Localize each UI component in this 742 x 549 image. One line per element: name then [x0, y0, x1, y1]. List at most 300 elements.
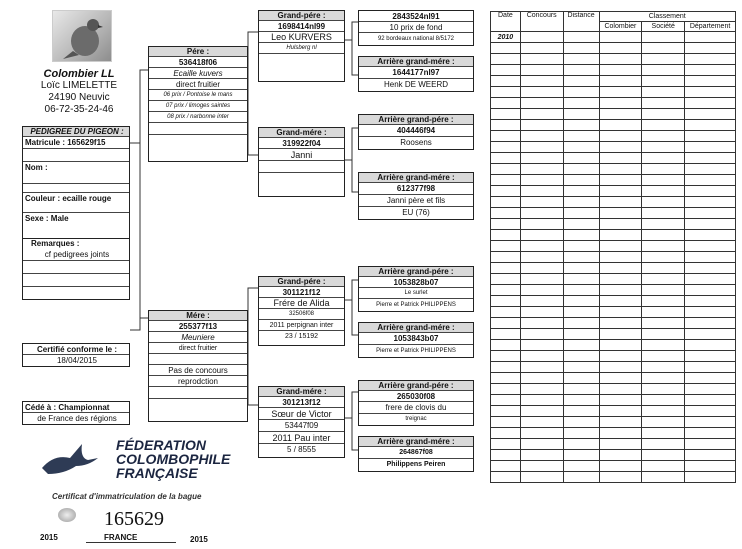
result-cell [685, 153, 736, 164]
result-cell [642, 384, 685, 395]
result-cell [599, 351, 642, 362]
result-row [491, 307, 736, 318]
result-cell [599, 307, 642, 318]
great-grandmother-1-box [358, 56, 474, 92]
grandfather-maternal-line: Frére de Alida [259, 298, 344, 309]
federation-line2: COLOMBOPHILE [116, 451, 231, 467]
grandmother-paternal-box [258, 127, 345, 197]
result-cell [563, 296, 599, 307]
father-line: direct fruitier [149, 79, 247, 90]
result-cell [491, 461, 521, 472]
result-cell [563, 417, 599, 428]
great-grandmother-2-title: Arrière grand-mére : [359, 173, 473, 183]
result-row [491, 373, 736, 384]
great-grandmother-2-ring: 612377f98 [359, 183, 473, 195]
result-cell [642, 153, 685, 164]
result-cell [642, 32, 685, 43]
result-cell [520, 87, 563, 98]
result-cell [685, 439, 736, 450]
pigeon-silhouette-icon [53, 11, 111, 61]
result-cell [642, 351, 685, 362]
result-cell [685, 417, 736, 428]
result-cell [491, 362, 521, 373]
grandmother-paternal-ring: 319922f04 [259, 138, 344, 149]
remarks-value: cf pedigrees joints [23, 249, 129, 261]
result-cell [520, 285, 563, 296]
result-cell [642, 472, 685, 483]
mother-title: Mére : [149, 311, 247, 321]
result-cell [520, 274, 563, 285]
result-row [491, 208, 736, 219]
result-cell [599, 274, 642, 285]
pigeon-sexe: Sexe : Male [25, 214, 69, 223]
result-cell [642, 417, 685, 428]
result-cell [642, 164, 685, 175]
result-row [491, 241, 736, 252]
certificate-country: FRANCE [104, 533, 138, 542]
col-header-societe: Société [642, 22, 685, 32]
great-grandfather-4-title: Arrière grand-pére : [359, 381, 473, 391]
great-grandfather-1-line: 92 bordeaux national 8/5172 [377, 36, 455, 42]
great-grandmother-4-line: Philippens Peiren [386, 461, 446, 468]
father-line: Ecaille kuvers [149, 68, 247, 79]
certificate-year-right: 2015 [190, 535, 208, 544]
great-grandmother-4-ring: 264867f08 [359, 447, 473, 459]
result-cell [685, 43, 736, 54]
result-cell [685, 142, 736, 153]
pigeon-info [22, 126, 130, 242]
result-cell [563, 307, 599, 318]
result-cell [599, 32, 642, 43]
result-cell [563, 384, 599, 395]
result-cell [563, 450, 599, 461]
sold-to-label: Cédé à : Championnat [23, 402, 129, 413]
result-cell [491, 395, 521, 406]
result-cell [599, 472, 642, 483]
result-cell [520, 98, 563, 109]
result-cell [520, 450, 563, 461]
result-cell [685, 307, 736, 318]
result-cell [563, 340, 599, 351]
father-line: 07 prix / limoges saintes [149, 101, 247, 112]
result-cell [563, 406, 599, 417]
result-cell [520, 263, 563, 274]
result-cell [642, 109, 685, 120]
result-cell [491, 274, 521, 285]
result-cell [563, 109, 599, 120]
grandfather-paternal-box [258, 10, 345, 82]
result-cell [599, 142, 642, 153]
result-cell [563, 219, 599, 230]
result-row [491, 406, 736, 417]
result-cell [520, 384, 563, 395]
result-cell [520, 428, 563, 439]
certificate-caption: Certificat d'immatriculation de la bague [52, 492, 202, 501]
result-row [491, 274, 736, 285]
grandfather-maternal-line: 23 / 15192 [284, 333, 319, 340]
result-cell [520, 296, 563, 307]
grandfather-maternal-ring: 301121f12 [259, 287, 344, 298]
result-cell [520, 142, 563, 153]
result-cell [491, 329, 521, 340]
result-row [491, 461, 736, 472]
result-cell [599, 186, 642, 197]
result-cell [685, 461, 736, 472]
pigeon-matricule: Matricule : 165629f15 [23, 137, 129, 149]
result-cell [642, 395, 685, 406]
result-cell [599, 252, 642, 263]
result-cell [563, 362, 599, 373]
result-row [491, 252, 736, 263]
result-cell [642, 208, 685, 219]
result-cell [642, 230, 685, 241]
result-cell [599, 87, 642, 98]
result-row [491, 450, 736, 461]
result-cell [520, 164, 563, 175]
result-cell [685, 120, 736, 131]
certified-box [22, 343, 130, 367]
result-cell [599, 384, 642, 395]
father-ring: 536418f06 [149, 57, 247, 68]
result-cell [520, 362, 563, 373]
result-cell [563, 153, 599, 164]
owner-block [24, 68, 134, 116]
result-cell [520, 153, 563, 164]
mother-line: reprodction [149, 376, 247, 387]
result-cell [563, 186, 599, 197]
result-cell [563, 329, 599, 340]
result-cell [520, 208, 563, 219]
grandmother-maternal-title: Grand-mére : [259, 387, 344, 397]
result-cell [563, 230, 599, 241]
certified-date: 18/04/2015 [56, 356, 98, 365]
result-cell [520, 329, 563, 340]
result-row [491, 351, 736, 362]
result-cell [685, 450, 736, 461]
result-cell [491, 450, 521, 461]
result-row [491, 428, 736, 439]
result-cell [642, 65, 685, 76]
result-cell [491, 76, 521, 87]
owner-phone: 06-72-35-24-46 [44, 104, 114, 115]
result-cell [563, 263, 599, 274]
result-row [491, 340, 736, 351]
pigeon-title: PEDIGREE DU PIGEON : [23, 127, 129, 137]
result-cell [520, 43, 563, 54]
great-grandfather-2-ring: 404446f94 [359, 125, 473, 137]
great-grandfather-4-line: frere de clovis du [359, 402, 473, 414]
ring-stamp [58, 508, 76, 522]
great-grandfather-2-line: Roosens [400, 138, 432, 147]
grandmother-maternal-line: 53447f09 [259, 420, 344, 432]
result-row [491, 43, 736, 54]
result-cell [563, 428, 599, 439]
great-grandfather-3-line: Le surlet [359, 288, 473, 299]
result-cell [491, 406, 521, 417]
result-cell [685, 362, 736, 373]
result-row [491, 76, 736, 87]
result-row [491, 318, 736, 329]
result-row [491, 32, 736, 43]
grandmother-maternal-box [258, 386, 345, 458]
result-cell [685, 65, 736, 76]
result-cell [685, 373, 736, 384]
result-cell [685, 109, 736, 120]
result-cell [520, 417, 563, 428]
result-cell [563, 54, 599, 65]
result-cell [599, 362, 642, 373]
result-cell [520, 351, 563, 362]
result-cell [685, 32, 736, 43]
result-cell [642, 142, 685, 153]
result-cell [491, 307, 521, 318]
great-grandmother-1-line: Henk DE WEERD [383, 80, 448, 89]
result-cell [520, 175, 563, 186]
great-grandmother-4-title: Arrière grand-mére : [359, 437, 473, 447]
result-cell [520, 219, 563, 230]
result-cell [599, 120, 642, 131]
result-cell [520, 340, 563, 351]
result-cell [491, 65, 521, 76]
grandmother-paternal-line: Janni [259, 149, 344, 161]
result-cell [491, 131, 521, 142]
result-cell [491, 428, 521, 439]
result-cell [491, 285, 521, 296]
result-row [491, 296, 736, 307]
grandmother-maternal-line: 5 / 8555 [287, 445, 316, 454]
result-cell [599, 175, 642, 186]
great-grandfather-3-box [358, 266, 474, 312]
pigeon-couleur: Couleur : ecaille rouge [23, 193, 129, 213]
result-cell [491, 296, 521, 307]
result-row [491, 164, 736, 175]
result-cell [563, 241, 599, 252]
result-row [491, 362, 736, 373]
result-cell [491, 384, 521, 395]
result-cell [599, 285, 642, 296]
result-cell [685, 263, 736, 274]
result-cell [599, 153, 642, 164]
result-cell [563, 351, 599, 362]
result-cell [685, 296, 736, 307]
result-cell [642, 120, 685, 131]
col-header-colombier: Colombier [599, 22, 642, 32]
mother-line [149, 354, 247, 365]
result-cell [685, 197, 736, 208]
result-cell [642, 87, 685, 98]
result-row [491, 98, 736, 109]
result-cell [563, 175, 599, 186]
great-grandfather-4-line: treignac [405, 416, 427, 422]
result-cell [599, 219, 642, 230]
result-row [491, 219, 736, 230]
result-row [491, 417, 736, 428]
mother-box [148, 310, 248, 422]
result-cell [599, 417, 642, 428]
result-cell [491, 219, 521, 230]
great-grandmother-1-ring: 1644177nl97 [359, 67, 473, 79]
result-cell [599, 296, 642, 307]
result-row [491, 329, 736, 340]
grandfather-paternal-title: Grand-pére : [259, 11, 344, 21]
result-cell [491, 252, 521, 263]
col-header-distance: Distance [563, 12, 599, 32]
result-cell [599, 395, 642, 406]
great-grandmother-3-line: Pierre et Patrick PHILIPPENS [376, 348, 456, 354]
result-cell [599, 439, 642, 450]
result-cell [642, 197, 685, 208]
result-cell [520, 54, 563, 65]
father-title: Pére : [149, 47, 247, 57]
result-cell [685, 76, 736, 87]
result-cell [599, 241, 642, 252]
result-cell [563, 131, 599, 142]
result-cell [685, 285, 736, 296]
great-grandfather-4-ring: 265030f08 [359, 391, 473, 402]
result-cell [599, 329, 642, 340]
result-cell [520, 318, 563, 329]
result-cell [520, 76, 563, 87]
result-cell [491, 340, 521, 351]
great-grandmother-2-box [358, 172, 474, 220]
result-cell [563, 197, 599, 208]
result-cell [642, 362, 685, 373]
result-cell [599, 461, 642, 472]
result-cell [642, 296, 685, 307]
result-cell [520, 65, 563, 76]
pigeon-photo [52, 10, 112, 62]
result-cell [563, 32, 599, 43]
result-cell [642, 175, 685, 186]
result-cell [642, 428, 685, 439]
result-cell [563, 285, 599, 296]
result-cell [599, 340, 642, 351]
father-line: 08 prix / narbonne inter [149, 112, 247, 123]
result-cell [563, 43, 599, 54]
result-cell [685, 274, 736, 285]
result-cell [685, 175, 736, 186]
result-row [491, 54, 736, 65]
remarks-label: Remarques : [31, 239, 80, 248]
result-cell [491, 208, 521, 219]
result-cell [563, 439, 599, 450]
result-cell [642, 219, 685, 230]
grandfather-maternal-line: 32506f08 [259, 309, 344, 320]
result-row [491, 109, 736, 120]
result-cell [685, 131, 736, 142]
result-cell [599, 54, 642, 65]
result-cell [642, 131, 685, 142]
result-cell [563, 472, 599, 483]
result-cell [642, 241, 685, 252]
result-row [491, 472, 736, 483]
result-cell [520, 395, 563, 406]
result-cell [599, 450, 642, 461]
result-cell [599, 197, 642, 208]
result-cell [520, 307, 563, 318]
result-cell [599, 373, 642, 384]
result-cell [599, 65, 642, 76]
great-grandfather-1-line: 10 prix de fond [359, 22, 473, 33]
result-cell [599, 428, 642, 439]
result-row [491, 142, 736, 153]
great-grandfather-2-title: Arrière grand-pére : [359, 115, 473, 125]
result-cell [563, 65, 599, 76]
mother-ring: 255377f13 [149, 321, 247, 332]
result-cell [642, 285, 685, 296]
great-grandfather-3-title: Arrière grand-pére : [359, 267, 473, 277]
result-cell [563, 142, 599, 153]
mother-line: direct fruitier [149, 343, 247, 354]
result-row [491, 87, 736, 98]
result-cell [563, 395, 599, 406]
father-box [148, 46, 248, 162]
result-cell [520, 439, 563, 450]
result-cell [599, 230, 642, 241]
great-grandmother-2-line: EU (76) [402, 208, 430, 217]
mother-line: Meuniere [149, 332, 247, 343]
result-row [491, 120, 736, 131]
owner-address: 24190 Neuvic [48, 92, 110, 103]
result-cell [563, 461, 599, 472]
great-grandfather-3-line: Pierre et Patrick PHILIPPENS [376, 302, 456, 308]
result-cell [491, 54, 521, 65]
result-cell [642, 461, 685, 472]
result-row [491, 131, 736, 142]
great-grandmother-3-title: Arrière grand-mére : [359, 323, 473, 333]
result-cell [491, 197, 521, 208]
result-row [491, 153, 736, 164]
result-cell [491, 263, 521, 274]
result-cell [599, 164, 642, 175]
result-cell [491, 98, 521, 109]
result-cell [491, 120, 521, 131]
result-cell [563, 164, 599, 175]
grandfather-paternal-line: Hulsberg nl [259, 43, 344, 54]
great-grandfather-1-box [358, 10, 474, 46]
result-row [491, 197, 736, 208]
result-cell [685, 318, 736, 329]
result-cell [491, 417, 521, 428]
sold-to-box [22, 401, 130, 425]
great-grandfather-3-ring: 1053828b07 [359, 277, 473, 288]
result-cell [520, 131, 563, 142]
grandfather-paternal-ring: 1698414nl99 [259, 21, 344, 32]
mother-line: Pas de concours [149, 365, 247, 376]
result-row [491, 263, 736, 274]
result-cell [520, 472, 563, 483]
result-cell [599, 109, 642, 120]
great-grandfather-1-ring: 2843524nl91 [359, 11, 473, 22]
result-cell [520, 241, 563, 252]
result-cell [491, 318, 521, 329]
result-cell [491, 373, 521, 384]
great-grandfather-2-box [358, 114, 474, 150]
result-row [491, 384, 736, 395]
dove-icon [40, 440, 100, 480]
result-cell [685, 406, 736, 417]
result-row [491, 230, 736, 241]
result-cell [599, 98, 642, 109]
result-cell [685, 219, 736, 230]
great-grandmother-1-title: Arrière grand-mére : [359, 57, 473, 67]
loft-name: Colombier LL [43, 68, 115, 80]
result-cell [642, 439, 685, 450]
col-header-date: Date [491, 12, 521, 32]
result-cell [491, 142, 521, 153]
great-grandfather-4-box [358, 380, 474, 426]
result-row [491, 285, 736, 296]
